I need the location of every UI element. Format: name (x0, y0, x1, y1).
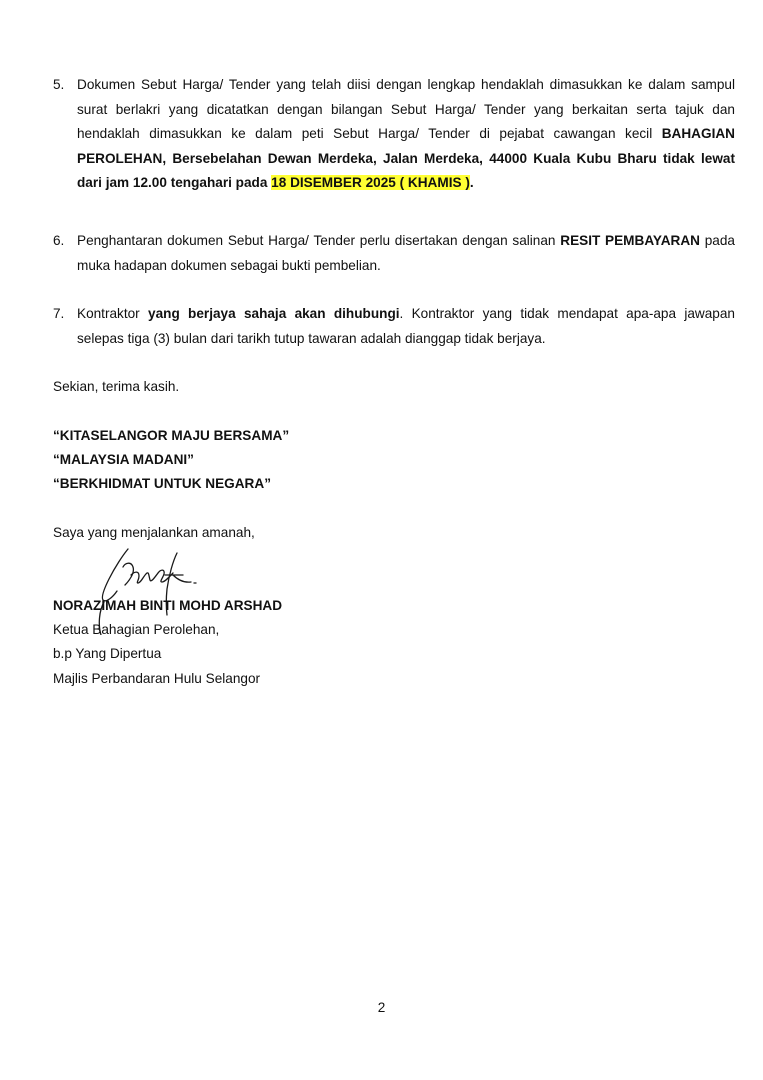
clause-text (77, 73, 735, 196)
signatory-on-behalf: b.p Yang Dipertua (53, 646, 162, 662)
clause-number: 5. (53, 77, 65, 92)
closing-line: Sekian, terima kasih. (53, 379, 180, 394)
clause-5 (53, 73, 735, 196)
motto-2: “MALAYSIA MADANI” (53, 452, 194, 467)
clause-7 (53, 302, 735, 351)
trust-line: Saya yang menjalankan amanah, (53, 525, 255, 540)
signatory-organisation: Majlis Perbandaran Hulu Selangor (53, 670, 261, 686)
motto-1: “KITASELANGOR MAJU BERSAMA” (53, 428, 290, 443)
clause-text-regular: Penghantaran dokumen Sebut Harga/ Tender perlu disertakan dengan salinan (77, 233, 561, 248)
clause-text-bold: BAHAGIAN PEROLEHAN, Bersebelahan Dewan Merdeka, Jalan Merdeka, 44000 Kuala Kubu Bharu tidak lewat dari jam 12.00 tengahari pada (77, 126, 735, 191)
signatory-name: NORAZIMAH BINTI MOHD ARSHAD (53, 598, 283, 613)
signatory-title: Ketua Bahagian Perolehan, (53, 622, 220, 638)
signatory-block (53, 594, 282, 691)
clause-text-regular-end: pada muka hadapan dokumen sebagai bukti pembelian. (77, 233, 735, 273)
clause-text-regular: Dokumen Sebut Harga/ Tender yang telah diisi dengan lengkap hendaklah dimasukkan ke dalam sampul surat berlakri yang dicatatkan dengan bilangan Sebut Harga/ Tender yang berkaitan serta tajuk dan hendaklah dimasukkan ke dalam peti Sebut Harga/ Tender di pejabat cawangan kecil (77, 77, 735, 142)
clause-number: 6. (53, 233, 65, 248)
clause-text-bold: RESIT PEMBAYARAN (560, 233, 700, 248)
clause-text-regular: Kontraktor (77, 306, 149, 321)
closing-date-highlight: 18 DISEMBER 2025 ( KHAMIS ) (271, 175, 470, 191)
page-number: 2 (377, 1000, 386, 1015)
clause-6 (53, 229, 735, 278)
clause-text-bold: yang berjaya sahaja akan dihubungi (148, 306, 400, 321)
clause-text (77, 229, 735, 278)
clause-text-regular-end: . Kontraktor yang tidak mendapat apa-apa jawapan selepas tiga (3) bulan dari tarikh tutup tawaran adalah dianggap tidak berjaya. (77, 306, 735, 346)
clause-text-end: . (469, 175, 474, 191)
motto-3: “BERKHIDMAT UNTUK NEGARA” (53, 476, 271, 491)
clause-number: 7. (53, 306, 65, 321)
clause-text (77, 302, 735, 351)
